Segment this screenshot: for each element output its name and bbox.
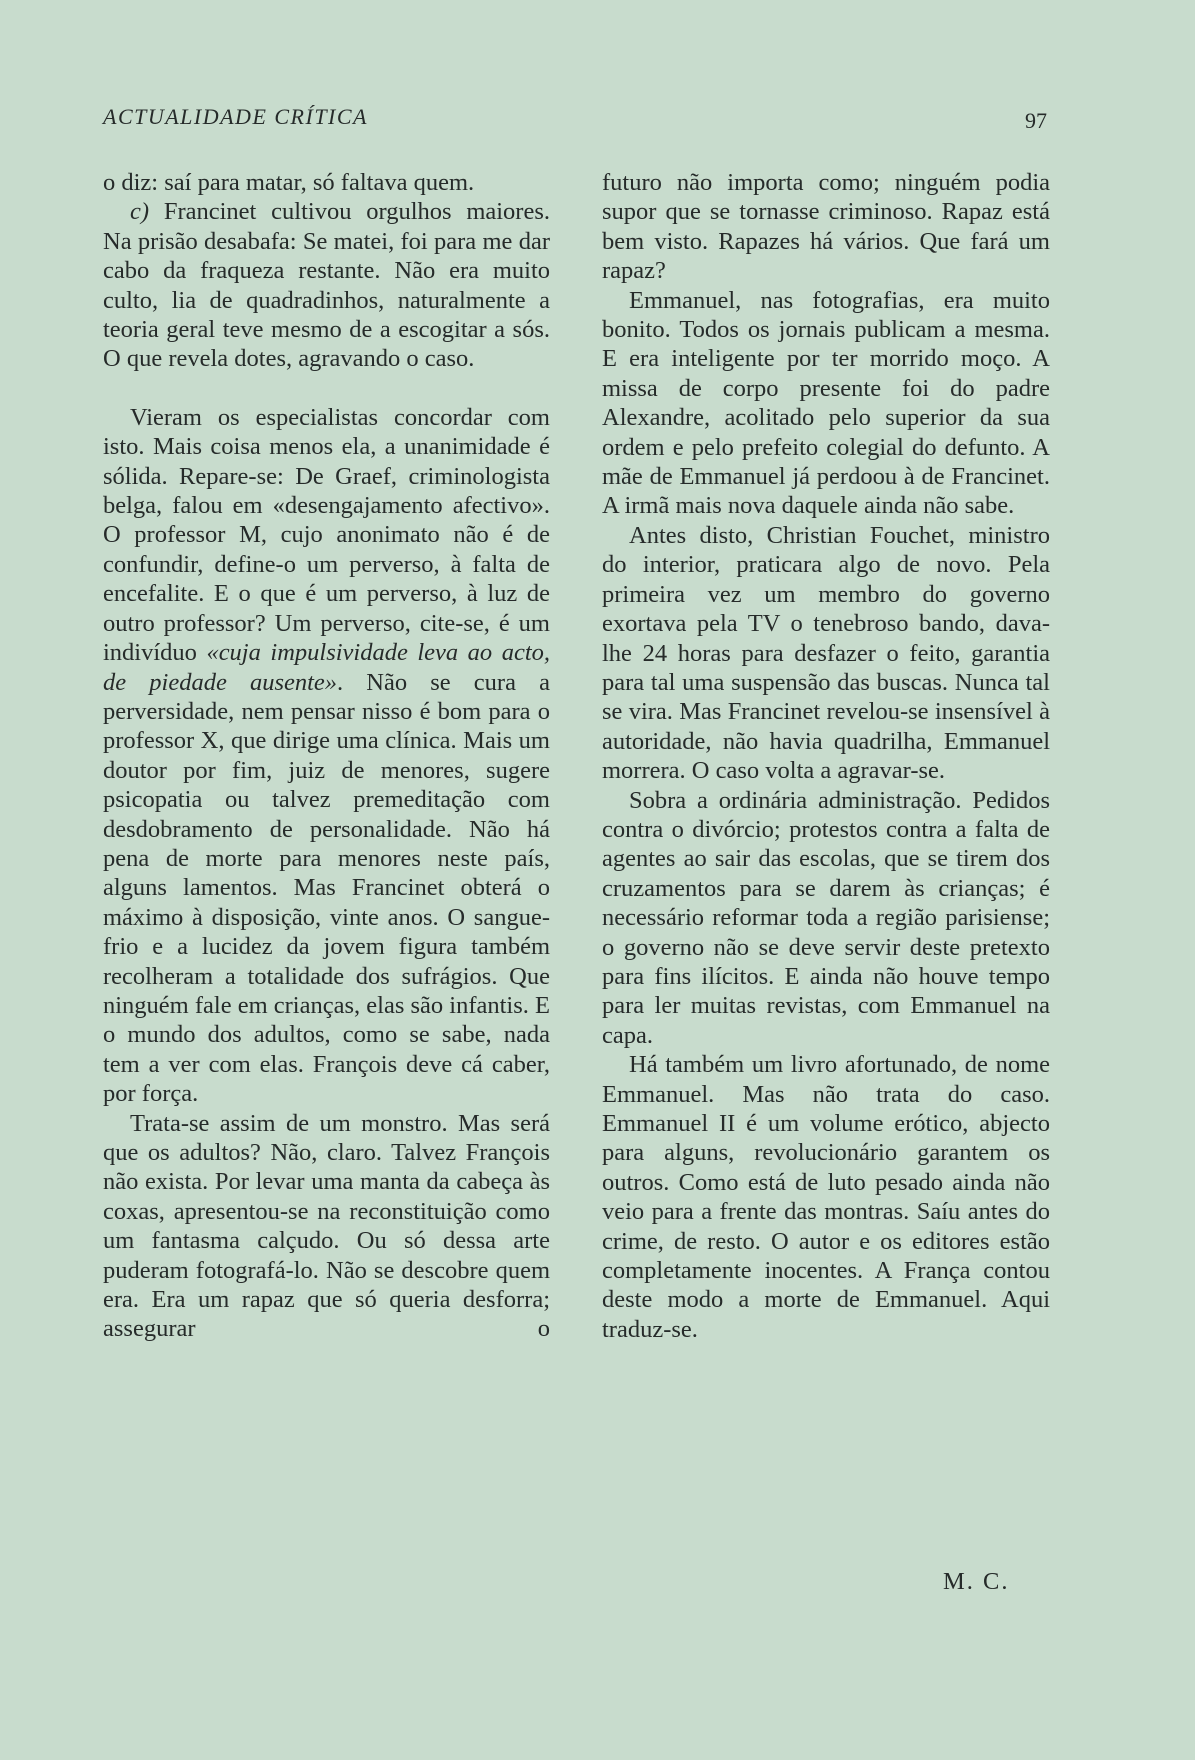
paragraph: futuro não importa como; ninguém podia supor que se tornasse criminoso. Rapaz está bem visto. Rapazes há vários. Que fará um rapaz? xyxy=(602,169,1050,285)
paragraph-text: Vieram os especialistas concordar com isto. Mais coisa menos ela, a unanimidade é sólida. Repare-se: De Graef, criminologista belga, falou em «desengajamento afectivo». O professor M, cujo anonimato não é de confundir, define-o um perverso, à falta de encefalite. E o que é um perverso, à luz de outro professor? Um perverso, cite-se, é um indivíduo xyxy=(103,403,550,667)
page-number: 97 xyxy=(1025,108,1047,133)
paragraph: Antes disto, Christian Fouchet, ministro do interior, praticara algo de novo. Pela primeira vez um membro do governo exortava pela TV o tenebroso bando, dava-lhe 24 horas para desfazer o feito, garantia para tal uma suspensão das buscas. Nunca tal se vira. Mas Francinet revelou-se insensível à autoridade, não havia quadrilha, Emmanuel morrera. O caso volta a agravar-se. xyxy=(602,521,1050,785)
paragraph: Há também um livro afortunado, de nome Emmanuel. Mas não trata do caso. Emmanuel II é um volume erótico, abjecto para alguns, revolucionário garantem os outros. Como está de luto pesado ainda não veio para a frente das montras. Saíu antes do crime, de resto. O autor e os editores estão completamente inocentes. A França contou deste modo a morte de Emmanuel. Aqui traduz-se. xyxy=(602,1051,1050,1343)
right-column xyxy=(602,168,1050,1344)
paragraph-text: . Não se cura a perversidade, nem pensar nisso é bom para o professor X, que dirige uma clínica. Mais um doutor por fim, juiz de menores, sugere psicopatia ou talvez premeditação com desdobramento de personalidade. Não há pena de morte para menores neste país, alguns lamentos. Mas Francinet obterá o máximo à disposição, vinte anos. O sangue-frio e a lucidez da jovem figura também recolheram a totalidade dos sufrágios. Que ninguém fale em crianças, elas são infantis. E o mundo dos adultos, como se sabe, nada tem a ver com elas. François deve cá caber, por força. xyxy=(103,668,550,1108)
left-column xyxy=(103,168,550,1344)
list-marker: c) xyxy=(130,198,150,226)
paragraph xyxy=(103,197,550,373)
paragraph-text: Francinet cultivou orgulhos maiores. Na prisão desabafa: Se matei, foi para me dar cabo da fraqueza restante. Não era muito culto, lia de quadradinhos, naturalmente a teoria geral teve mesmo de a escogitar a sós. O que revela dotes, agravando o caso. xyxy=(103,198,551,373)
author-signature: M. C. xyxy=(943,1568,1010,1595)
paragraph xyxy=(103,403,550,1109)
paragraph: o diz: saí para matar, só faltava quem. xyxy=(103,169,475,196)
paragraph: Sobra a ordinária administração. Pedidos contra o divórcio; protestos contra a falta de agentes ao sair das escolas, que se tirem dos cruzamentos para se darem às crianças; é necessário reformar toda a região parisiense; o governo não se deve servir deste pretexto para fins ilícitos. E ainda não houve tempo para ler muitas revistas, com Emmanuel na capa. xyxy=(602,786,1050,1049)
running-header-title: ACTUALIDADE CRÍTICA xyxy=(103,104,368,129)
paragraph: Trata-se assim de um monstro. Mas será que os adultos? Não, claro. Talvez François não exista. Por levar uma manta da cabeça às coxas, apresentou-se na reconstituição como um fantasma calçudo. Ou só dessa arte puderam fotografá-lo. Não se descobre quem era. Era um rapaz que só queria desforra; assegurar o xyxy=(103,1109,550,1343)
quotation: «cuja impulsividade leva ao acto, de piedade ausente» xyxy=(103,639,550,696)
paragraph: Emmanuel, nas fotografias, era muito bonito. Todos os jornais publicam a mesma. E era inteligente por ter morrido moço. A missa de corpo presente foi do padre Alexandre, acolitado pelo superior da sua ordem e pelo prefeito colegial do defunto. A mãe de Emmanuel já perdoou à de Francinet. A irmã mais nova daquele ainda não sabe. xyxy=(602,286,1050,520)
